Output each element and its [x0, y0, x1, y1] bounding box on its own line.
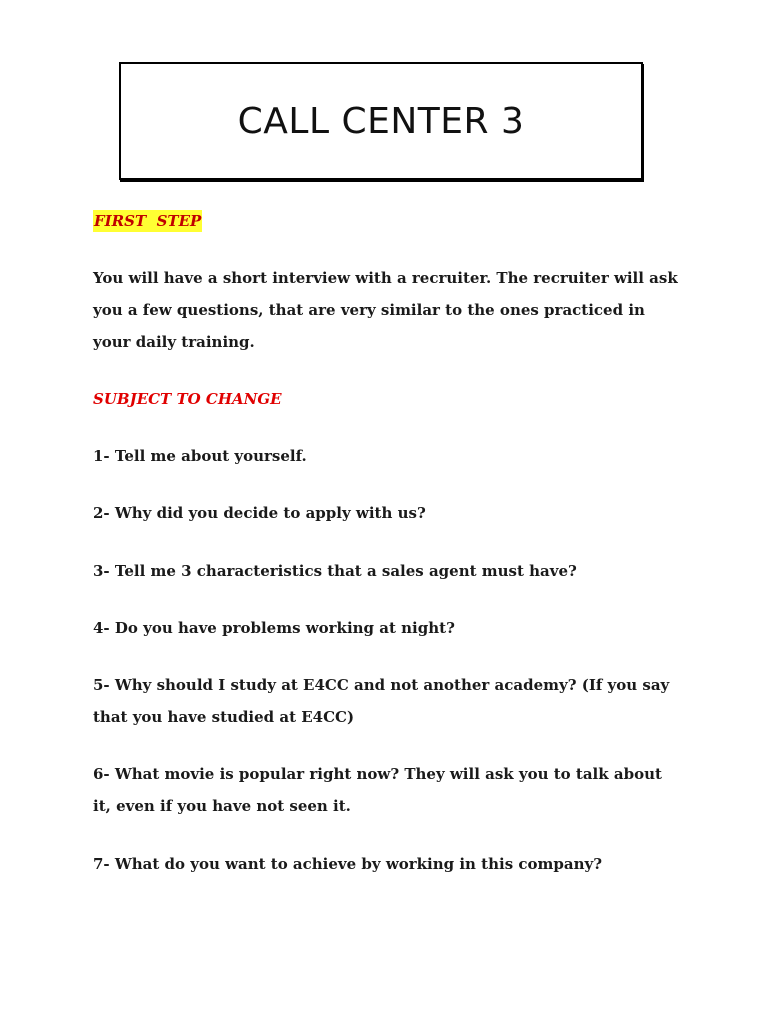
question-item: 5- Why should I study at E4CC and not another academy? (If you say that you have studied at E4CC) — [93, 676, 670, 726]
question-item: 2- Why did you decide to apply with us? — [93, 504, 426, 522]
question-item: 3- Tell me 3 characteristics that a sales agent must have? — [93, 562, 577, 580]
question-item: 4- Do you have problems working at night? — [93, 619, 455, 637]
question-item: 1- Tell me about yourself. — [93, 447, 307, 465]
question-item: 7- What do you want to achieve by working in this company? — [93, 855, 603, 873]
subject-to-change-notice: SUBJECT TO CHANGE — [93, 390, 282, 408]
title-box — [119, 62, 643, 180]
page-title: CALL CENTER 3 — [237, 100, 525, 142]
question-item: 6- What movie is popular right now? They will ask you to talk about it, even if you have not seen it. — [93, 765, 662, 815]
section-label-highlighted: FIRST STEP — [94, 212, 202, 230]
intro-paragraph: You will have a short interview with a recruiter. The recruiter will ask you a few questions, that are very similar to the ones practiced in your daily training. — [93, 269, 678, 351]
